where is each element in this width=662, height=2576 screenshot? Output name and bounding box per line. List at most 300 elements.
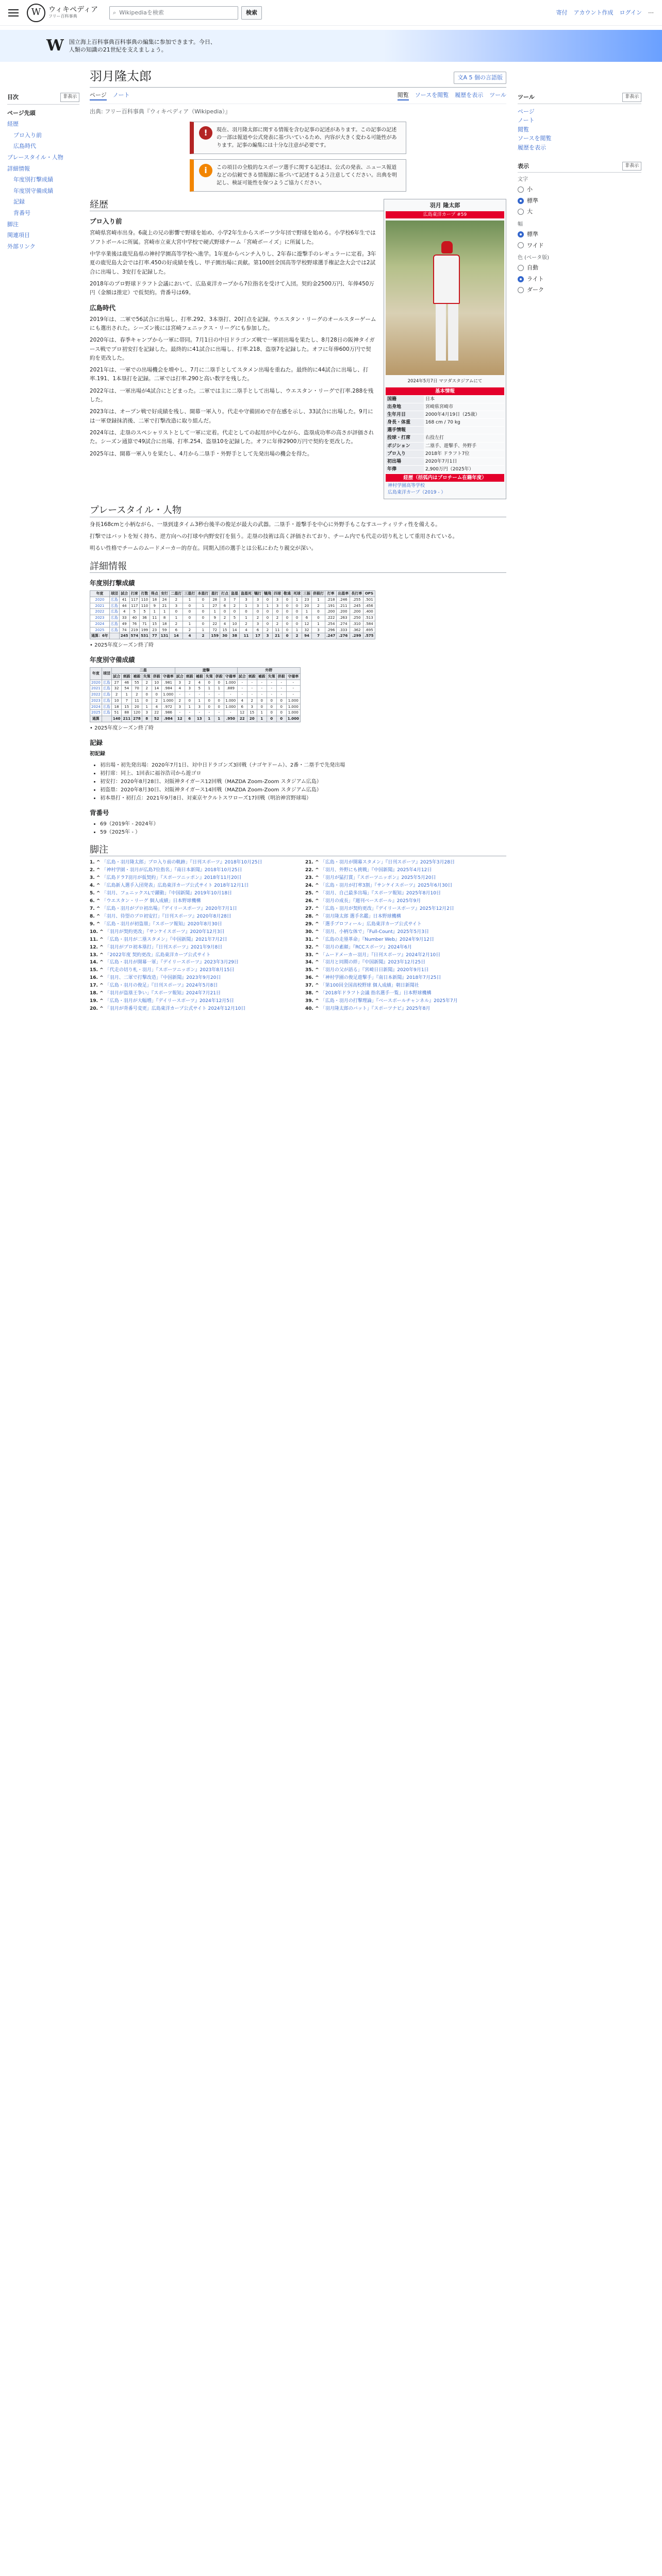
menu-icon[interactable] (8, 9, 19, 16)
table-cell: 2 (183, 627, 196, 633)
reference-text[interactable]: 「羽月、フェニックスLで躍動」『中国新聞』2019年10月18日 (102, 891, 232, 896)
table-header: 補殺 (194, 673, 204, 680)
table-cell: .986 (161, 710, 175, 716)
table-cell[interactable]: 広島 (102, 704, 111, 710)
table-cell: 6 (220, 603, 230, 609)
toc-item[interactable]: プロ入り前 (13, 131, 42, 139)
display-hide-button[interactable]: 非表示 (622, 162, 641, 171)
table-cell[interactable]: 2025 (90, 627, 110, 633)
infobox-row (386, 426, 504, 434)
table-cell: 18 (111, 704, 122, 710)
reference-text[interactable]: 「神村学園・羽月が広島7位指名」『南日本新聞』2018年10月25日 (102, 868, 242, 873)
paragraph: 宮崎県宮崎市出身。6歳上の兄の影響で野球を始め、小学2年生からスポーツ少年団で野球を始める。小学校6年生ではソフトボールに所属。宮崎市立東大宮中学校で硬式野球チーム「宮崎ボーイズ」に所属した。 (90, 230, 376, 245)
reference-item: 12. ^ 「羽月がプロ初本塁打」『日刊スポーツ』2021年9月8日 (90, 944, 223, 950)
tab-tools[interactable]: ツール (489, 91, 506, 98)
table-cell[interactable]: 広島 (109, 597, 119, 603)
more-icon[interactable]: ⋯ (648, 9, 654, 16)
reference-text[interactable]: 「広島・羽月の俊足」『日刊スポーツ』2024年5月8日 (105, 983, 218, 989)
reference-text[interactable]: 「羽月、外野にも挑戦」『中国新聞』2025年4月12日 (320, 868, 432, 873)
table-cell: 22 (237, 716, 247, 722)
reference-item: 35. ^ 「羽月の父が語る」『宮崎日日新聞』2020年9月1日 (305, 968, 429, 973)
table-cell: 23 (302, 597, 312, 603)
toc-item[interactable]: 外部リンク (7, 243, 36, 250)
toc-item[interactable]: 背番号 (13, 209, 30, 216)
table-cell: 17 (253, 633, 263, 639)
toc-item[interactable]: ページ先頭 (7, 109, 36, 116)
table-cell: .222 (325, 615, 337, 621)
table-total-row (90, 633, 375, 639)
table-cell: 77 (150, 633, 159, 639)
reference-text[interactable]: 「広島・羽月が初盗塁」『スポーツ報知』2020年8月30日 (102, 921, 222, 927)
reference-text[interactable]: 「羽月が盗塁王争い」『スポーツ報知』2024年7月21日 (105, 991, 221, 996)
search-button[interactable]: 検索 (241, 6, 262, 20)
table-cell: .200 (350, 609, 363, 615)
reference-text[interactable]: 「羽月、小柄な体で」『Full-Count』2025年5月3日 (320, 929, 429, 935)
table-cell[interactable]: 広島 (109, 621, 119, 627)
table-cell: - (257, 680, 267, 686)
table-cell: 574 (129, 633, 140, 639)
table-cell: - (247, 686, 257, 692)
table-cell: 54 (122, 686, 132, 692)
table-cell: .513 (363, 615, 375, 621)
table-cell: 27 (210, 603, 220, 609)
section-career: 経歴 (90, 199, 506, 211)
table-row (90, 603, 375, 609)
table-cell: 20 (132, 704, 142, 710)
table-cell: .310 (350, 621, 363, 627)
radio-icon (518, 287, 524, 293)
table-cell: 3 (240, 597, 253, 603)
table-cell: 0 (253, 609, 263, 615)
table-cell: 0 (283, 597, 292, 603)
infobox-row (386, 457, 504, 465)
reference-item: 15. ^ 「代走の切り札・羽月」『スポーツニッポン』2023年8月15日 (90, 968, 235, 973)
table-row (90, 597, 375, 603)
table-cell: 0 (292, 603, 302, 609)
reference-item: 36. ^ 「神村学園の俊足遊撃手」『南日本新聞』2018年7月25日 (305, 975, 441, 981)
table-cell: 2 (175, 698, 185, 704)
table-cell: 12 (175, 716, 185, 722)
paragraph: 2022年は、一軍出場が4試合にとどまった。二軍では主に二塁手として出場し、ウエスタン・リーグで打率.288を残した。 (90, 387, 374, 403)
tools-hide-button[interactable]: 非表示 (622, 93, 641, 102)
table-cell: 2 (170, 597, 183, 603)
table-cell: .247 (325, 633, 337, 639)
table-cell: 2 (196, 633, 210, 639)
table-cell: 199 (140, 627, 150, 633)
table-cell: 531 (140, 633, 150, 639)
infobox-name: 羽月 隆太郎 (429, 201, 460, 209)
search-input[interactable] (109, 6, 238, 20)
infobox-row (386, 395, 504, 403)
table-cell[interactable]: 広島 (102, 692, 111, 698)
table-cell: 2 (132, 692, 142, 698)
table-cell[interactable]: 広島 (109, 603, 119, 609)
table-cell: 1 (159, 609, 170, 615)
table-cell[interactable]: 2024 (90, 704, 102, 710)
numbers-list (90, 820, 506, 837)
reference-text[interactable]: 「2022年度 契約更改」広島東洋カープ公式サイト (105, 952, 211, 958)
reference-text[interactable]: 「広島・羽月が契約更改」『デイリースポーツ』2025年12月2日 (320, 906, 454, 911)
table-cell: 0 (142, 698, 152, 704)
reference-item: 21. ^ 「広島・羽月が開幕スタメン」『日刊スポーツ』2025年3月28日 (305, 860, 455, 866)
table-cell: 30 (220, 633, 230, 639)
table-cell: 51 (111, 710, 122, 716)
table-row (90, 615, 375, 621)
table-cell: 1 (240, 615, 253, 621)
table-cell: - (286, 692, 300, 698)
career-item[interactable]: 神村学園高等学校 (388, 483, 425, 489)
section-style: プレースタイル・人物 (90, 504, 506, 517)
paragraph: 身長168cmと小柄ながら、一塁到達タイム3秒台後半の俊足が最大の武器。二塁手・遊撃手を中心に外野手もこなすユーティリティ性を備える。 (90, 521, 441, 528)
reference-item: 13. ^ 「2022年度 契約更改」広島東洋カープ公式サイト (90, 952, 211, 958)
table-header: 球団 (102, 668, 111, 680)
table-cell: 0 (196, 597, 210, 603)
infobox-key: 年俸 (386, 466, 424, 473)
toc-sidebar (7, 62, 79, 1013)
table-cell: 1 (240, 603, 253, 609)
reference-text[interactable]: 「広島・羽月の打撃理論」『ベースボールチャンネル』2025年7月 (320, 998, 458, 1004)
table-cell: 219 (129, 627, 140, 633)
table-cell: 2 (185, 680, 194, 686)
radio-option[interactable] (518, 274, 641, 285)
table-cell: .211 (337, 603, 350, 609)
reference-text[interactable]: 「広島・羽月が大幅増」『デイリースポーツ』2024年12月5日 (105, 998, 234, 1004)
tools-title: ツール (518, 94, 535, 100)
table-cell: 110 (140, 597, 150, 603)
table-cell: 0 (276, 716, 286, 722)
table-cell: 14 (170, 633, 183, 639)
table-header: 刺殺 (247, 673, 257, 680)
reference-text[interactable]: 「広島・羽月隆太郎」プロ入り前の軌跡」『日刊スポーツ』2018年10月25日 (102, 860, 262, 866)
reference-text[interactable]: 「広島の走塁革命」『Number Web』2024年9月12日 (320, 937, 434, 942)
reference-text[interactable]: 「羽月の父が語る」『宮崎日日新聞』2020年9月1日 (320, 968, 429, 973)
table-cell: .400 (363, 609, 375, 615)
tools-item[interactable]: ノート (518, 117, 535, 124)
table-cell: 3 (185, 686, 194, 692)
table-cell[interactable]: 広島 (102, 710, 111, 716)
table-cell[interactable]: 2020 (90, 680, 102, 686)
language-button[interactable]: 文A 5 個の言語版 (454, 72, 506, 84)
reference-text[interactable]: 「広島新人選手入団発表」広島東洋カープ公式サイト 2018年12月1日 (102, 883, 249, 889)
width-label: 幅 (518, 221, 523, 227)
table-cell[interactable]: 広島 (109, 615, 119, 621)
table-cell: 3 (175, 680, 185, 686)
infobox-value: 2020年7月1日 (425, 459, 457, 464)
reference-text[interactable]: 「ムードメーカー羽月」『日刊スポーツ』2024年2月10日 (320, 952, 441, 958)
table-header: 併殺 (276, 673, 286, 680)
tools-item[interactable]: ページ (518, 108, 535, 115)
reference-item: 17. ^ 「広島・羽月の俊足」『日刊スポーツ』2024年5月8日 (90, 983, 218, 989)
toc-item[interactable]: プレースタイル・人物 (7, 154, 63, 161)
infobox-section-career: 経歴（括弧内はプロチーム在籍年度） (386, 474, 504, 482)
table-header: 失策 (267, 673, 276, 680)
tools-item[interactable]: ソースを閲覧 (518, 135, 552, 142)
text-size-options (518, 184, 641, 217)
table-cell: 0 (170, 609, 183, 615)
table-header: 守備率 (286, 673, 300, 680)
tab-talk[interactable]: ノート (112, 91, 130, 98)
reference-text[interactable]: 「ウエスタン・リーグ 個人成績」日本野球機構 (102, 898, 201, 904)
tools-item[interactable]: 履歴を表示 (518, 144, 546, 151)
page-layout (0, 62, 662, 1013)
table-cell: - (194, 710, 204, 716)
banner-logo: W (46, 37, 64, 55)
table-header: 守備率 (161, 673, 175, 680)
table-cell: 1 (292, 627, 302, 633)
reference-item: 9. ^ 「広島・羽月が初盗塁」『スポーツ報知』2020年8月30日 (90, 921, 222, 927)
reference-item: 38. ^ 「2018年ドラフト会議 指名選手一覧」日本野球機構 (305, 991, 432, 996)
table-cell: 71 (140, 621, 150, 627)
table-cell: - (175, 710, 185, 716)
table-cell: 通算：6年 (90, 633, 110, 639)
reference-item: 27. ^ 「広島・羽月が契約更改」『デイリースポーツ』2025年12月2日 (305, 906, 454, 911)
tools-item[interactable]: 閲覧 (518, 126, 529, 133)
reference-text[interactable]: 「広島・羽月が開幕一軍」『デイリースポーツ』2023年3月29日 (105, 960, 239, 965)
table-cell: .501 (363, 597, 375, 603)
table-cell: - (185, 710, 194, 716)
radio-option[interactable] (518, 284, 641, 296)
reference-text[interactable]: 「代走の切り札・羽月」『スポーツニッポン』2023年8月15日 (105, 968, 235, 973)
table-header: 補殺 (132, 673, 142, 680)
table-cell: .246 (337, 597, 350, 603)
user-links (556, 8, 654, 18)
table-cell: 0 (220, 609, 230, 615)
toc-item[interactable]: 年度別守備成績 (13, 187, 53, 194)
reference-text[interactable]: 「広島・羽月がプロ初出場」『デイリースポーツ』2020年7月1日 (102, 906, 237, 911)
player-photo[interactable] (386, 221, 504, 375)
table-cell: 3 (253, 621, 263, 627)
table-cell[interactable]: 2021 (90, 603, 110, 609)
radio-label: 標準 (527, 230, 538, 238)
infobox-section-basic: 基本情報 (386, 387, 504, 395)
table-cell: 0 (267, 698, 276, 704)
infobox-value: 2000年4月19日（25歳） (425, 412, 480, 418)
toc-item[interactable]: 関連項目 (7, 232, 30, 239)
table-cell: 3 (253, 597, 263, 603)
infobox-value: 二塁手、遊撃手、外野手 (425, 443, 477, 449)
reference-text[interactable]: 「羽月の素顔」『RCCスポーツ』2024年6月 (320, 944, 412, 950)
table-cell[interactable]: 2020 (90, 597, 110, 603)
reference-text[interactable]: 「広島ドラ7羽月が仮契約」『スポーツニッポン』2018年11月20日 (102, 875, 242, 881)
paragraph: 2018年のプロ野球ドラフト会議において、広島東洋カープから7位指名を受けて入団。契約金2500万円、年俸450万円（金額は推定）で仮契約。背番号は69。 (90, 280, 374, 296)
records-list (90, 761, 506, 803)
table-cell: 3 (142, 710, 152, 716)
table-cell: 1 (183, 621, 196, 627)
toc-item[interactable]: 年度別打撃成績 (13, 176, 53, 183)
table-cell: 0 (185, 698, 194, 704)
table-cell: 4 (175, 686, 185, 692)
toc-item[interactable]: 経歴 (7, 121, 19, 128)
reference-text[interactable]: 「羽月、待望のプロ初安打」『日刊スポーツ』2020年8月28日 (102, 913, 231, 919)
table-cell: 0 (273, 609, 283, 615)
reference-item: 31. ^ 「広島の走塁革命」『Number Web』2024年9月12日 (305, 937, 434, 942)
reference-text[interactable]: 「羽月、自己最多出場」『スポーツ報知』2025年8月10日 (320, 891, 441, 896)
table-cell[interactable]: 2021 (90, 686, 102, 692)
table-header: 四球 (273, 591, 283, 597)
table-cell: 1 (312, 597, 325, 603)
infobox-key: 身長・体重 (386, 419, 424, 426)
reference-text[interactable]: 「広島・羽月が開幕スタメン」『日刊スポーツ』2025年3月28日 (320, 860, 455, 866)
table-header: 守備率 (224, 673, 237, 680)
table-cell[interactable]: 2022 (90, 609, 110, 615)
table-cell[interactable]: 広島 (102, 698, 111, 704)
table-row (90, 680, 301, 686)
reference-text[interactable]: 「羽月と同期の絆」『中国新聞』2023年12月25日 (320, 960, 426, 965)
table-cell: 0 (152, 692, 161, 698)
table-cell: - (286, 680, 300, 686)
toc-item[interactable]: 詳細情報 (7, 165, 30, 172)
radio-option[interactable] (518, 195, 641, 207)
table-cell: 0 (196, 621, 210, 627)
reference-text[interactable]: 「選手プロフィール」広島東洋カープ公式サイト (320, 921, 422, 927)
tools-list (518, 107, 641, 152)
table-cell: 159 (210, 633, 220, 639)
reference-text[interactable]: 「羽月が猛打賞」『スポーツニッポン』2025年5月20日 (320, 875, 436, 881)
display-box (518, 162, 641, 296)
reference-text[interactable]: 「羽月が契約更改」『サンケイスポーツ』2020年12月3日 (105, 929, 225, 935)
table-header: 長打率 (350, 591, 363, 597)
table-cell[interactable]: 2024 (90, 621, 110, 627)
reference-text[interactable]: 「第100回全国高校野球 個人成績」朝日新聞社 (320, 983, 419, 989)
table-row (90, 609, 375, 615)
table-cell: 10 (230, 621, 240, 627)
reference-item: 30. ^ 「羽月、小柄な体で」『Full-Count』2025年5月3日 (305, 929, 429, 935)
section-references: 脚注 (90, 844, 506, 856)
info-icon: i (199, 164, 212, 177)
radio-option[interactable] (518, 206, 641, 217)
career-item[interactable]: 広島東洋カープ（2019 - ） (388, 490, 446, 496)
radio-label: 自動 (527, 264, 538, 272)
table-cell: 0 (267, 704, 276, 710)
table-cell: 1 (196, 603, 210, 609)
main-content (79, 62, 518, 1013)
table-cell: 8 (142, 716, 152, 722)
table-cell: 6 (253, 627, 263, 633)
infobox-value: 2018年 ドラフト7位 (425, 451, 470, 456)
reference-text[interactable]: 「広島・羽月が打率3割」『サンケイスポーツ』2025年6月30日 (320, 883, 453, 889)
donate-link[interactable]: 寄付 (556, 9, 568, 16)
table-cell: 3 (170, 603, 183, 609)
table-cell: 3 (220, 597, 230, 603)
reference-item: 4. ^ 「広島新人選手入団発表」広島東洋カープ公式サイト 2018年12月1日 (90, 883, 249, 889)
table-header: 試合 (175, 673, 185, 680)
table-cell[interactable]: 2023 (90, 615, 110, 621)
table-cell[interactable]: 広島 (102, 686, 111, 692)
toc-item[interactable]: 広島時代 (13, 143, 36, 150)
radio-option[interactable] (518, 262, 641, 274)
page-tabs (90, 88, 506, 105)
toc-item[interactable]: 記録 (13, 198, 25, 206)
source-note: 出典: フリー百科事典『ウィキペディア（Wikipedia）』 (90, 108, 231, 115)
radio-option[interactable] (518, 240, 641, 251)
table-cell[interactable]: 広島 (109, 627, 119, 633)
table-header: 盗塁 (230, 591, 240, 597)
table-cell: 3 (312, 627, 325, 633)
table-cell: - (247, 692, 257, 698)
table-cell: 1 (183, 597, 196, 603)
tab-view-source[interactable]: ソースを閲覧 (415, 91, 449, 98)
radio-option[interactable] (518, 229, 641, 240)
tab-history[interactable]: 履歴を表示 (455, 91, 484, 98)
reference-item: 19. ^ 「広島・羽月が大幅増」『デイリースポーツ』2024年12月5日 (90, 998, 234, 1004)
reference-item: 22. ^ 「羽月、外野にも挑戦」『中国新聞』2025年4月12日 (305, 868, 432, 873)
tab-page[interactable]: ページ (90, 91, 107, 101)
search-bar (109, 6, 262, 20)
table-cell: - (237, 692, 247, 698)
table-cell: 0 (283, 603, 292, 609)
table-cell[interactable]: 2023 (90, 698, 102, 704)
table-cell: 41 (119, 597, 129, 603)
reference-text[interactable]: 「羽月、二軍で打撃改造」『中国新聞』2023年9月20日 (105, 975, 221, 981)
table-cell: - (276, 680, 286, 686)
reference-item: 10. ^ 「羽月が契約更改」『サンケイスポーツ』2020年12月3日 (90, 929, 225, 935)
reference-text[interactable]: 「神村学園の俊足遊撃手」『南日本新聞』2018年7月25日 (320, 975, 441, 981)
table-cell (109, 633, 119, 639)
tab-read[interactable]: 閲覧 (398, 91, 409, 101)
table-header: 併殺打 (312, 591, 325, 597)
table-cell: 0 (292, 621, 302, 627)
table-row (90, 704, 301, 710)
radio-option[interactable] (518, 184, 641, 195)
infobox-row (386, 450, 504, 457)
table-cell: 4 (183, 633, 196, 639)
table-cell: - (175, 692, 185, 698)
reference-item: 1. ^ 「広島・羽月隆太郎」プロ入り前の軌跡」『日刊スポーツ』2018年10月25日 (90, 860, 262, 866)
table-header: 併殺 (152, 673, 161, 680)
table-cell: 1 (196, 627, 210, 633)
table-header: 本塁打 (196, 591, 210, 597)
table-cell: 2 (273, 621, 283, 627)
reference-text[interactable]: 「広島・羽月が二塁スタメン」『中国新聞』2021年7月2日 (105, 937, 227, 942)
table-cell: 0 (263, 621, 273, 627)
table-cell[interactable]: 広島 (102, 680, 111, 686)
table-cell[interactable]: 広島 (109, 609, 119, 615)
table-header: 二塁打 (170, 591, 183, 597)
table-header: 打席 (129, 591, 140, 597)
table-cell: - (185, 692, 194, 698)
notice-text-2: この項目の全般的なスポーツ選手に関する記述は、公式の発表、ニュース報道などの信頼できる情報源に基づいて記述するよう注意してください。出典を明記し、検証可能性を保つようご協力ください。 (217, 164, 397, 186)
article-body (90, 199, 506, 1013)
infobox-key: 国籍 (386, 396, 424, 403)
table-cell: 140 (111, 716, 122, 722)
reference-text[interactable]: 「2018年ドラフト会議 指名選手一覧」日本野球機構 (320, 991, 432, 996)
toc-item[interactable]: 脚注 (7, 221, 19, 228)
table-cell: - (224, 692, 237, 698)
table-cell[interactable]: 2022 (90, 692, 102, 698)
table-cell: 6 (237, 704, 247, 710)
table-cell: 0 (292, 615, 302, 621)
toc-hide-button[interactable]: 非表示 (60, 93, 79, 102)
table-cell: 2 (152, 698, 161, 704)
reference-text[interactable]: 「羽月隆太郎のバット」『スポーツナビ』2025年8月 (320, 1006, 431, 1012)
reference-text[interactable]: 「羽月がプロ初本塁打」『日刊スポーツ』2021年9月8日 (105, 944, 223, 950)
wikipedia-globe-icon: W (27, 4, 45, 22)
reference-text[interactable]: 「羽月の成長」『週刊ベースボール』2025年9月 (320, 898, 421, 904)
table-cell: 14 (152, 686, 161, 692)
create-account-link[interactable]: アカウント作成 (573, 9, 614, 16)
table-cell: 4 (152, 704, 161, 710)
table-cell: 24 (159, 597, 170, 603)
login-link[interactable]: ログイン (619, 9, 642, 16)
table-cell: 4 (240, 627, 253, 633)
site-logo[interactable] (27, 4, 98, 22)
top-bar (0, 0, 662, 26)
reference-text[interactable]: 「羽月隆太郎 選手名鑑」日本野球機構 (320, 913, 401, 919)
table-cell[interactable]: 2025 (90, 710, 102, 716)
reference-text[interactable]: 「羽月が背番号変更」広島東洋カープ公式サイト 2024年12月10日 (105, 1006, 246, 1012)
table-cell: - (224, 710, 237, 716)
table-cell: .245 (350, 603, 363, 609)
